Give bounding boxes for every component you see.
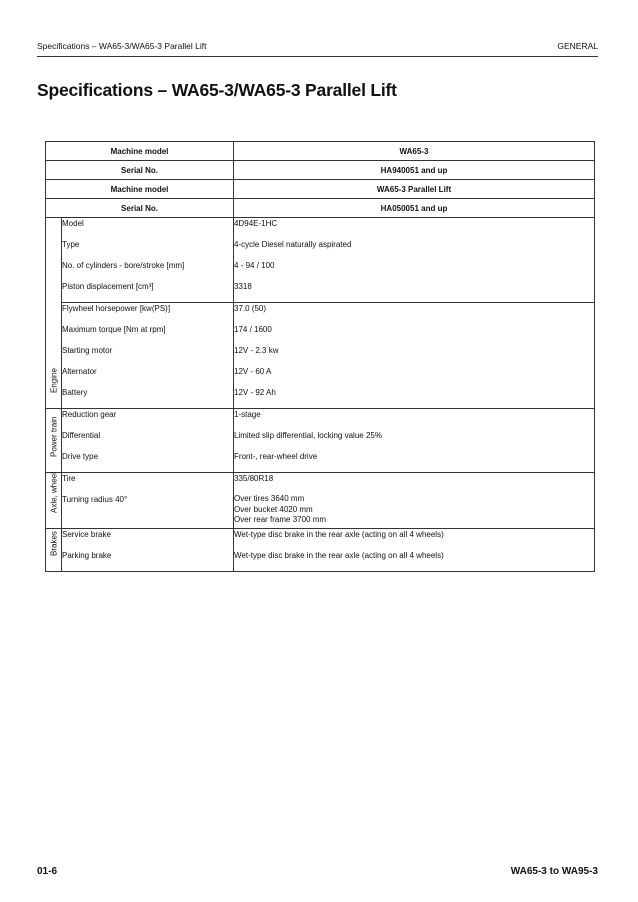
spec-labels bbox=[62, 409, 234, 473]
spec-value: 12V - 92 Ah bbox=[234, 388, 276, 397]
header-value: WA65-3 bbox=[234, 142, 595, 161]
spec-label: Model bbox=[62, 219, 84, 228]
header-value: WA65-3 Parallel Lift bbox=[234, 180, 595, 199]
header-label: Serial No. bbox=[46, 199, 234, 218]
running-header-section: GENERAL bbox=[557, 41, 598, 51]
spec-value: 4-cycle Diesel naturally aspirated bbox=[234, 240, 352, 249]
section-label-brakes: Brakes bbox=[49, 531, 58, 556]
spec-value-line: Over bucket 4020 mm bbox=[234, 504, 313, 514]
spec-labels bbox=[62, 218, 234, 303]
header-label: Serial No. bbox=[46, 161, 234, 180]
table-row bbox=[46, 218, 595, 303]
spec-value: Front-, rear-wheel drive bbox=[234, 452, 318, 461]
section-label-cell bbox=[46, 529, 62, 572]
spec-values bbox=[234, 473, 595, 529]
spec-labels bbox=[62, 529, 234, 572]
specifications-table bbox=[45, 141, 595, 572]
header-label: Machine model bbox=[46, 180, 234, 199]
spec-label: Battery bbox=[62, 388, 88, 397]
table-header-row bbox=[46, 142, 595, 161]
table-header-row bbox=[46, 199, 595, 218]
section-label-cell bbox=[46, 409, 62, 473]
spec-label: Tire bbox=[62, 474, 76, 483]
spec-value: 174 / 1600 bbox=[234, 325, 272, 334]
spec-label: Drive type bbox=[62, 452, 99, 461]
spec-label: No. of cylinders - bore/stroke [mm] bbox=[62, 261, 185, 270]
spec-value: 37.0 (50) bbox=[234, 304, 267, 313]
spec-label: Flywheel horsepower [kw(PS)] bbox=[62, 304, 171, 313]
spec-values bbox=[234, 218, 595, 303]
page-title: Specifications – WA65-3/WA65-3 Parallel Lift bbox=[37, 80, 397, 100]
spec-values bbox=[234, 303, 595, 409]
running-header-title: Specifications – WA65-3/WA65-3 Parallel Lift bbox=[37, 41, 207, 51]
spec-value-line: Over tires 3640 mm bbox=[234, 494, 305, 503]
spec-value: 3318 bbox=[234, 282, 252, 291]
table-row bbox=[46, 529, 595, 572]
spec-value: 12V - 60 A bbox=[234, 367, 272, 376]
table-header-row bbox=[46, 180, 595, 199]
footer-models: WA65-3 to WA95-3 bbox=[510, 866, 598, 877]
header-value: HA050051 and up bbox=[234, 199, 595, 218]
spec-value: Limited slip differential, locking value 25% bbox=[234, 431, 382, 440]
table-row bbox=[46, 409, 595, 473]
section-label-cell bbox=[46, 218, 62, 409]
spec-value: 12V - 2.3 kw bbox=[234, 346, 279, 355]
spec-label: Maximum torque [Nm at rpm] bbox=[62, 325, 166, 334]
header-rule bbox=[37, 56, 598, 57]
spec-label: Service brake bbox=[62, 530, 111, 539]
section-label-engine: Engine bbox=[49, 368, 58, 393]
spec-label: Reduction gear bbox=[62, 410, 117, 419]
spec-value: 335/80R18 bbox=[234, 474, 274, 483]
page-number: 01-6 bbox=[37, 866, 58, 877]
spec-value: Wet-type disc brake in the rear axle (acting on all 4 wheels) bbox=[234, 551, 444, 560]
spec-values bbox=[234, 529, 595, 572]
spec-labels bbox=[62, 303, 234, 409]
spec-label: Type bbox=[62, 240, 80, 249]
table-row bbox=[46, 473, 595, 529]
section-label-axle-wheel: Axle, wheel bbox=[49, 472, 58, 513]
table-header-row bbox=[46, 161, 595, 180]
section-label-power-train: Power train bbox=[49, 416, 58, 457]
header-label: Machine model bbox=[46, 142, 234, 161]
spec-label: Piston displacement [cm³] bbox=[62, 282, 154, 291]
spec-value: 4D94E-1HC bbox=[234, 219, 278, 228]
spec-value-multiline bbox=[234, 494, 594, 526]
spec-value: 4 - 94 / 100 bbox=[234, 261, 275, 270]
header-value: HA940051 and up bbox=[234, 161, 595, 180]
spec-labels bbox=[62, 473, 234, 529]
spec-label: Parking brake bbox=[62, 551, 112, 560]
spec-label: Turning radius 40° bbox=[62, 495, 128, 504]
section-label-cell bbox=[46, 473, 62, 529]
spec-value-line: Over rear frame 3700 mm bbox=[234, 515, 327, 524]
spec-label: Differential bbox=[62, 431, 101, 440]
spec-values bbox=[234, 409, 595, 473]
spec-value: 1-stage bbox=[234, 410, 261, 419]
spec-label: Starting motor bbox=[62, 346, 113, 355]
spec-label: Alternator bbox=[62, 367, 97, 376]
table-row bbox=[46, 303, 595, 409]
spec-value: Wet-type disc brake in the rear axle (acting on all 4 wheels) bbox=[234, 530, 444, 539]
